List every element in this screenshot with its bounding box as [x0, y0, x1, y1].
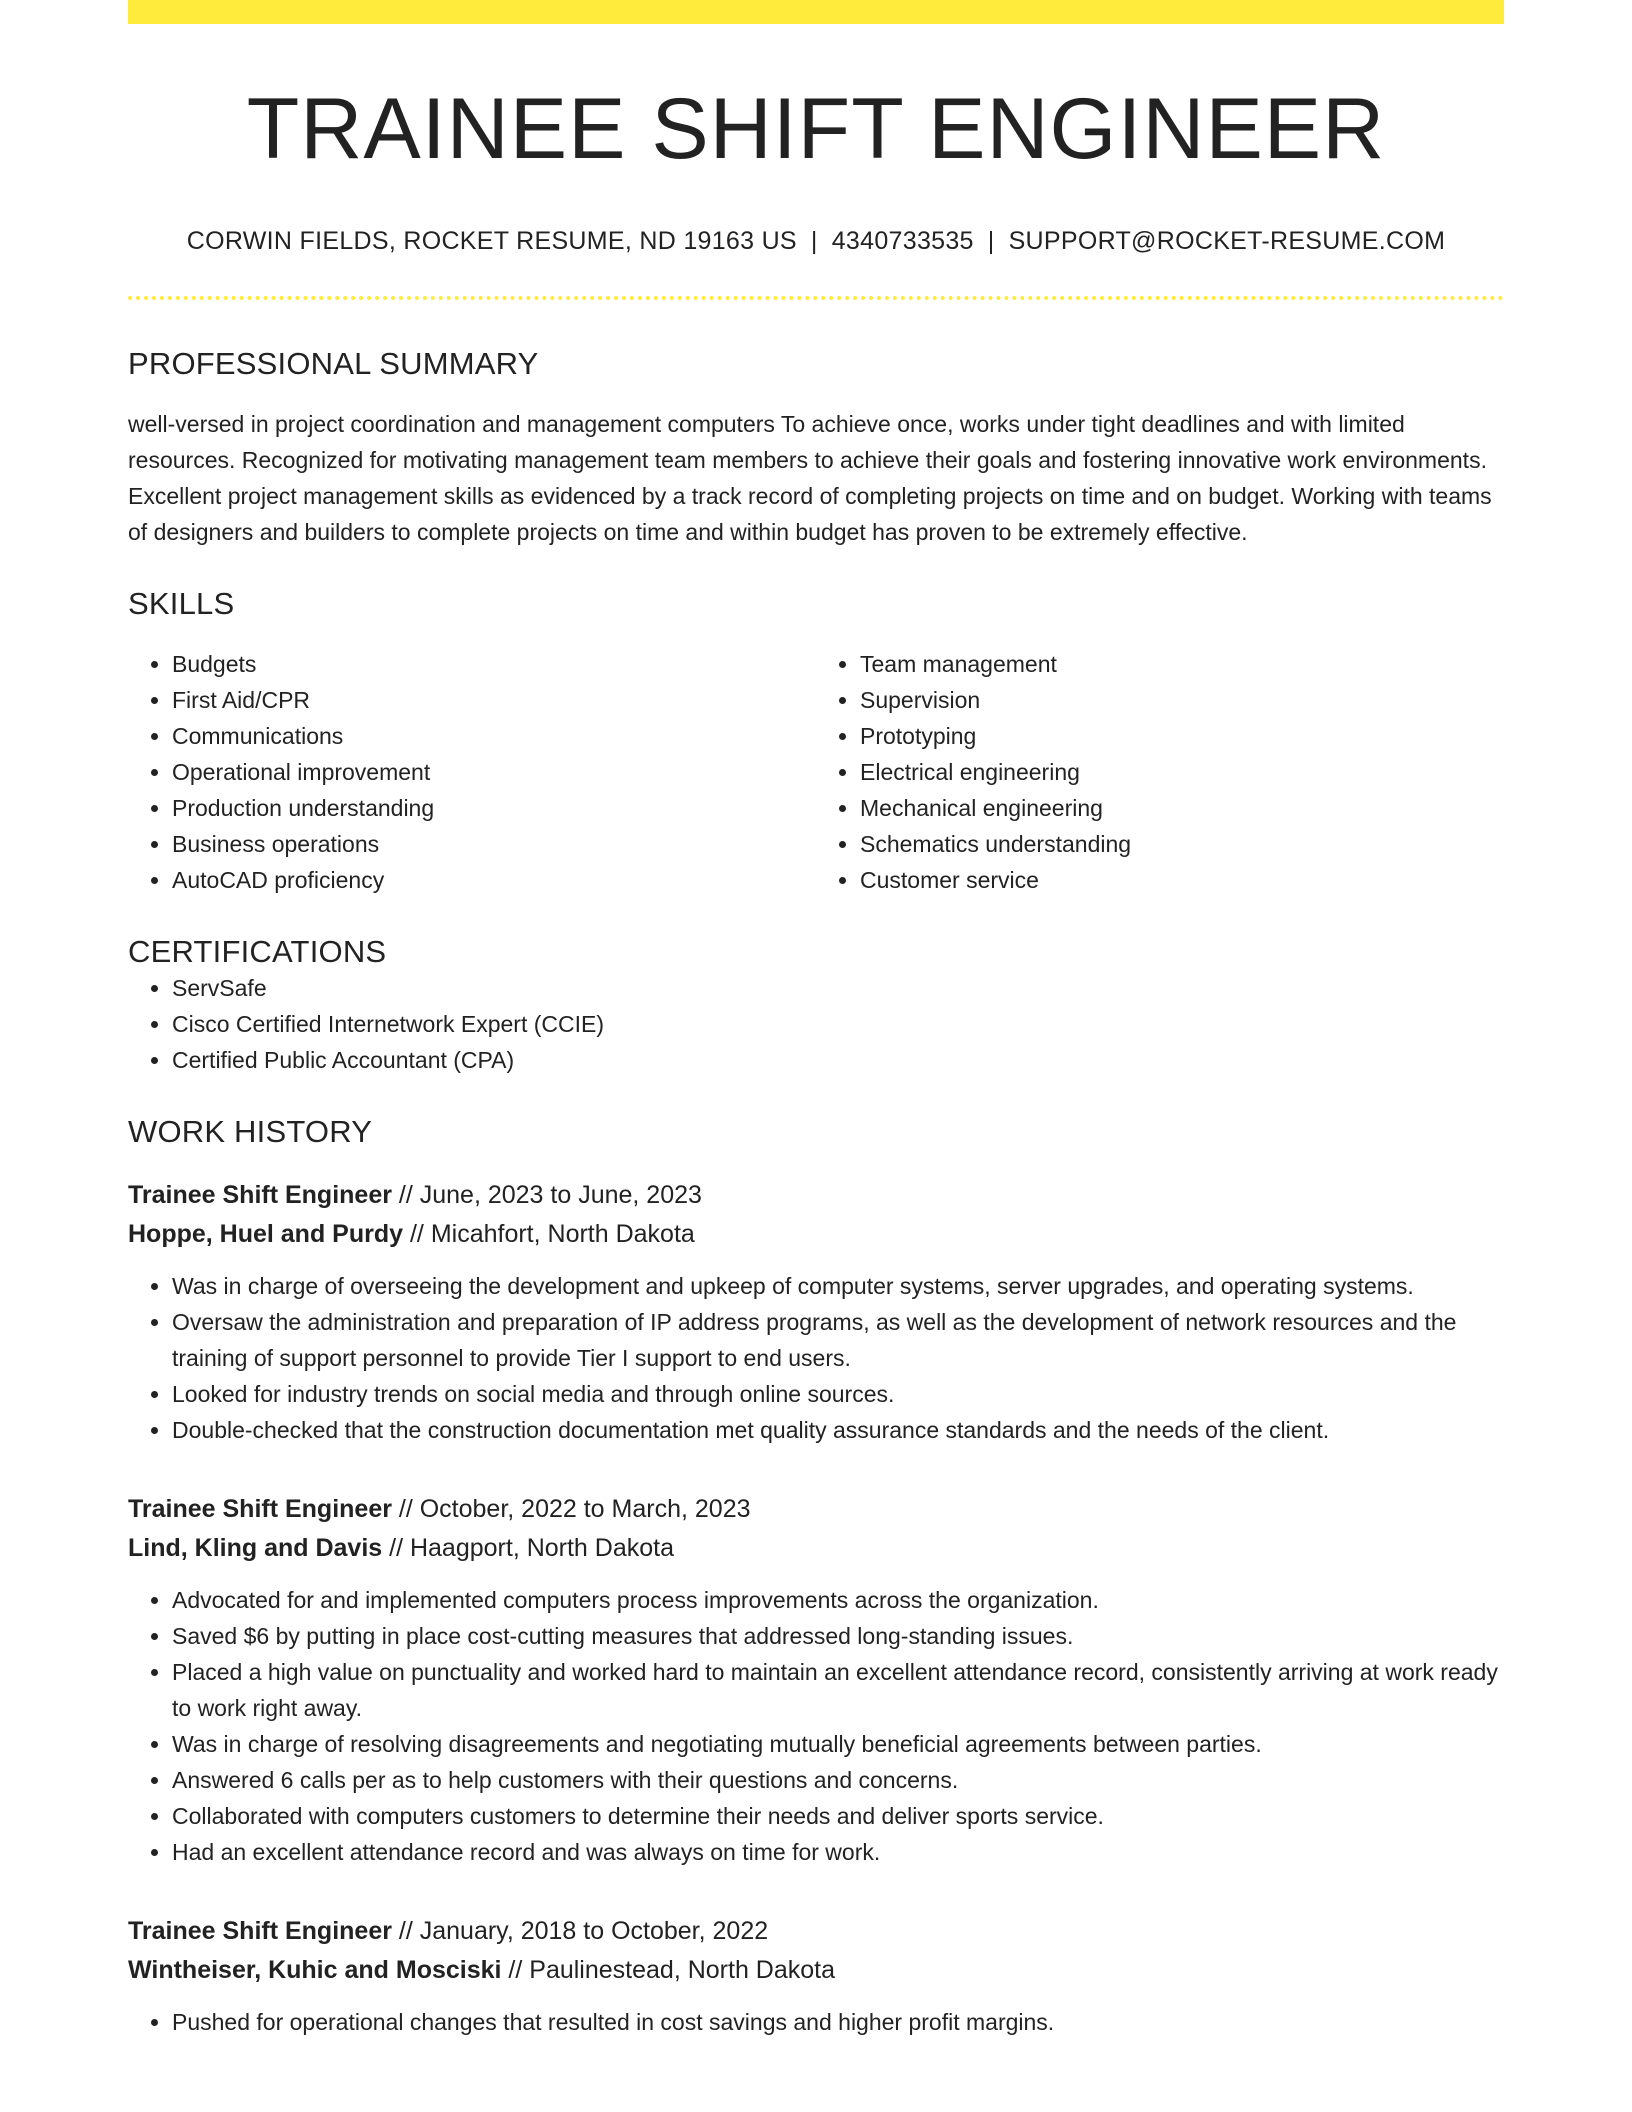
- skill-item: • Production understanding: [172, 790, 816, 826]
- job-company-line: [128, 1215, 1504, 1254]
- job-title: Trainee Shift Engineer: [128, 1180, 392, 1209]
- job-entry: [128, 1912, 1504, 2040]
- job-title-line: [128, 1912, 1504, 1951]
- job-entry: [128, 1176, 1504, 1448]
- skill-item: • Supervision: [860, 682, 1504, 718]
- skill-item: • Operational improvement: [172, 754, 816, 790]
- job-bullet: • Saved $6 by putting in place cost-cutting measures that addressed long-standing issues.: [172, 1618, 1504, 1654]
- skill-item: • Electrical engineering: [860, 754, 1504, 790]
- job-company: Lind, Kling and Davis: [128, 1533, 383, 1562]
- skill-item: • Prototyping: [860, 718, 1504, 754]
- contact-separator: |: [987, 226, 995, 255]
- job-bullet: • Answered 6 calls per as to help customers with their questions and concerns.: [172, 1762, 1504, 1798]
- job-location: // Micahfort, North Dakota: [403, 1219, 695, 1248]
- certification-item: • Certified Public Accountant (CPA): [172, 1042, 1504, 1078]
- job-bullet: • Pushed for operational changes that resulted in cost savings and higher profit margins.: [172, 2004, 1504, 2040]
- certifications-heading: CERTIFICATIONS: [128, 933, 387, 969]
- job-title-line: [128, 1176, 1504, 1215]
- skill-item: • Budgets: [172, 646, 816, 682]
- job-location: // Paulinestead, North Dakota: [501, 1955, 836, 1984]
- contact-email: SUPPORT@ROCKET-RESUME.COM: [1008, 226, 1446, 255]
- job-bullet: • Had an excellent attendance record and was always on time for work.: [172, 1834, 1504, 1870]
- job-entry: [128, 1490, 1504, 1870]
- contact-line: [128, 227, 1504, 256]
- job-company: Wintheiser, Kuhic and Mosciski: [128, 1955, 502, 1984]
- skill-item: • AutoCAD proficiency: [172, 862, 816, 898]
- job-dates: // October, 2022 to March, 2023: [391, 1494, 751, 1523]
- contact-address: CORWIN FIELDS, ROCKET RESUME, ND 19163 US: [186, 226, 797, 255]
- job-bullets: [128, 1268, 1504, 1448]
- job-company-line: [128, 1529, 1504, 1568]
- skills-list-right: [816, 646, 1504, 898]
- job-company: Hoppe, Huel and Purdy: [128, 1219, 404, 1248]
- certification-item: • ServSafe: [172, 970, 1504, 1006]
- skill-item: • First Aid/CPR: [172, 682, 816, 718]
- skills-columns: [128, 646, 1504, 898]
- job-location: // Haagport, North Dakota: [382, 1533, 674, 1562]
- resume-page: [128, 0, 1504, 2040]
- job-bullet: • Advocated for and implemented computers process improvements across the organization.: [172, 1582, 1504, 1618]
- skill-item: • Mechanical engineering: [860, 790, 1504, 826]
- job-title: Trainee Shift Engineer: [128, 1916, 392, 1945]
- job-bullet: • Collaborated with computers customers to determine their needs and deliver sports service.: [172, 1798, 1504, 1834]
- skill-item: • Communications: [172, 718, 816, 754]
- resume-title: TRAINEE SHIFT ENGINEER: [246, 81, 1386, 177]
- job-bullet: • Was in charge of resolving disagreements and negotiating mutually beneficial agreements between parties.: [172, 1726, 1504, 1762]
- job-title: Trainee Shift Engineer: [128, 1494, 392, 1523]
- job-bullets: [128, 1582, 1504, 1870]
- job-title-line: [128, 1490, 1504, 1529]
- certification-item: • Cisco Certified Internetwork Expert (CCIE): [172, 1006, 1504, 1042]
- job-bullet: • Placed a high value on punctuality and worked hard to maintain an excellent attendance record, consistently arriving at work ready to work right away.: [172, 1654, 1504, 1726]
- contact-phone: 4340733535: [831, 226, 974, 255]
- summary-heading: PROFESSIONAL SUMMARY: [128, 345, 539, 381]
- contact-separator: |: [810, 226, 818, 255]
- job-bullet: • Oversaw the administration and preparation of IP address programs, as well as the development of network resources and the training of support personnel to provide Tier I support to end users.: [172, 1304, 1504, 1376]
- job-dates: // June, 2023 to June, 2023: [391, 1180, 702, 1209]
- job-company-line: [128, 1951, 1504, 1990]
- dotted-divider: [128, 296, 1504, 300]
- job-bullet: • Looked for industry trends on social media and through online sources.: [172, 1376, 1504, 1412]
- skill-item: • Schematics understanding: [860, 826, 1504, 862]
- job-dates: // January, 2018 to October, 2022: [391, 1916, 769, 1945]
- skill-item: • Customer service: [860, 862, 1504, 898]
- accent-bar: [128, 0, 1504, 24]
- skills-list-left: [128, 646, 816, 898]
- job-bullet: • Double-checked that the construction documentation met quality assurance standards and the needs of the client.: [172, 1412, 1504, 1448]
- job-bullet: • Was in charge of overseeing the development and upkeep of computer systems, server upgrades, and operating systems.: [172, 1268, 1504, 1304]
- skill-item: • Team management: [860, 646, 1504, 682]
- work-history-heading: WORK HISTORY: [128, 1113, 373, 1149]
- skill-item: • Business operations: [172, 826, 816, 862]
- certifications-list: [128, 970, 1504, 1078]
- job-bullets: [128, 2004, 1504, 2040]
- skills-heading: SKILLS: [128, 585, 235, 621]
- summary-text: well-versed in project coordination and management computers To achieve once, works under tight deadlines and with limited resources. Recognized for motivating management team members to achieve their goals and fostering innovative work environments. Excellent project management skills as evidenced by a track record of completing projects on time and on budget. Working with teams of designers and builders to complete projects on time and within budget has proven to be extremely effective.: [128, 410, 1492, 545]
